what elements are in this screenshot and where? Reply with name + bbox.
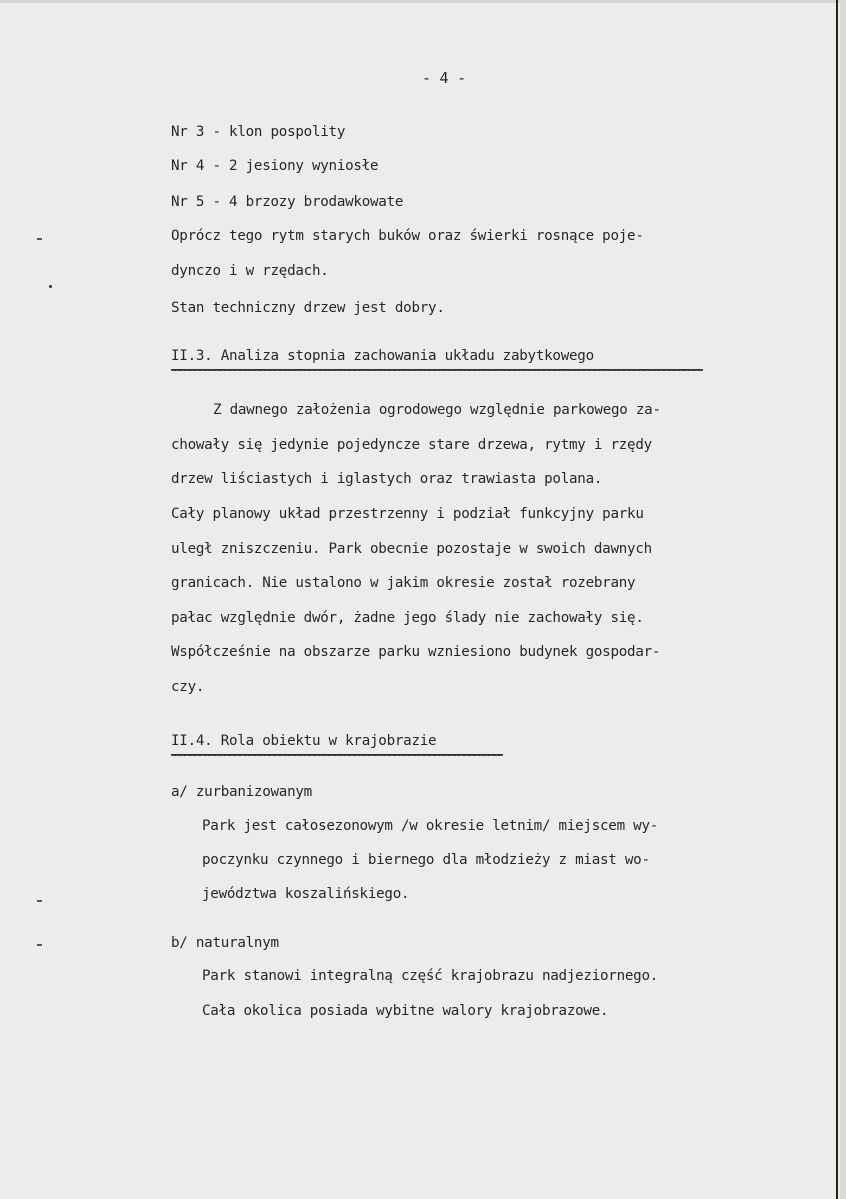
text-line: dynczo i w rzędach. xyxy=(171,263,329,279)
text-line: pałac względnie dwór, żadne jego ślady nie zachowały się. xyxy=(171,610,644,626)
page-edge-shadow xyxy=(840,0,846,1199)
text-line: jewództwa koszalińskiego. xyxy=(202,886,410,902)
section-heading: II.4. Rola obiektu w krajobrazie xyxy=(171,733,437,749)
page-number: - 4 - xyxy=(422,69,466,87)
text-line: Park stanowi integralną część krajobrazu nadjeziornego. xyxy=(202,968,659,984)
text-line: Cała okolica posiada wybitne walory krajobrazowe. xyxy=(202,1003,609,1019)
list-item: Nr 5 - 4 brzozy brodawkowate xyxy=(171,194,404,210)
page-edge-top xyxy=(0,0,846,3)
section-heading: II.3. Analiza stopnia zachowania układu zabytkowego xyxy=(171,348,594,364)
text-line: Współcześnie na obszarze parku wzniesiono budynek gospodar- xyxy=(171,644,661,660)
text-line: Oprócz tego rytm starych buków oraz świerki rosnące poje- xyxy=(171,228,644,244)
text-line: poczynku czynnego i biernego dla młodzieży z miast wo- xyxy=(202,852,650,868)
page-edge-right xyxy=(836,0,838,1199)
margin-dot xyxy=(49,285,52,288)
text-line: granicach. Nie ustalono w jakim okresie został rozebrany xyxy=(171,575,636,591)
text-line: chowały się jedynie pojedyncze stare drzewa, rytmy i rzędy xyxy=(171,437,652,453)
text-line: Z dawnego założenia ogrodowego względnie parkowego za- xyxy=(213,402,661,418)
subsection-label: b/ naturalnym xyxy=(171,935,279,951)
list-item: Nr 4 - 2 jesiony wyniosłe xyxy=(171,158,379,174)
text-line: Park jest całosezonowym /w okresie letnim/ miejscem wy- xyxy=(202,818,659,834)
text-line: Cały planowy układ przestrzenny i podział funkcyjny parku xyxy=(171,506,644,522)
text-line: Stan techniczny drzew jest dobry. xyxy=(171,300,445,316)
text-line: drzew liściastych i iglastych oraz trawiasta polana. xyxy=(171,471,603,487)
margin-mark xyxy=(37,900,42,902)
text-line: uległ zniszczeniu. Park obecnie pozostaje w swoich dawnych xyxy=(171,541,652,557)
margin-mark xyxy=(37,944,42,946)
heading-underline xyxy=(171,369,703,371)
heading-underline xyxy=(171,754,503,756)
list-item: Nr 3 - klon pospolity xyxy=(171,124,346,140)
text-line: czy. xyxy=(171,679,205,695)
margin-mark xyxy=(37,238,42,240)
subsection-label: a/ zurbanizowanym xyxy=(171,784,312,800)
